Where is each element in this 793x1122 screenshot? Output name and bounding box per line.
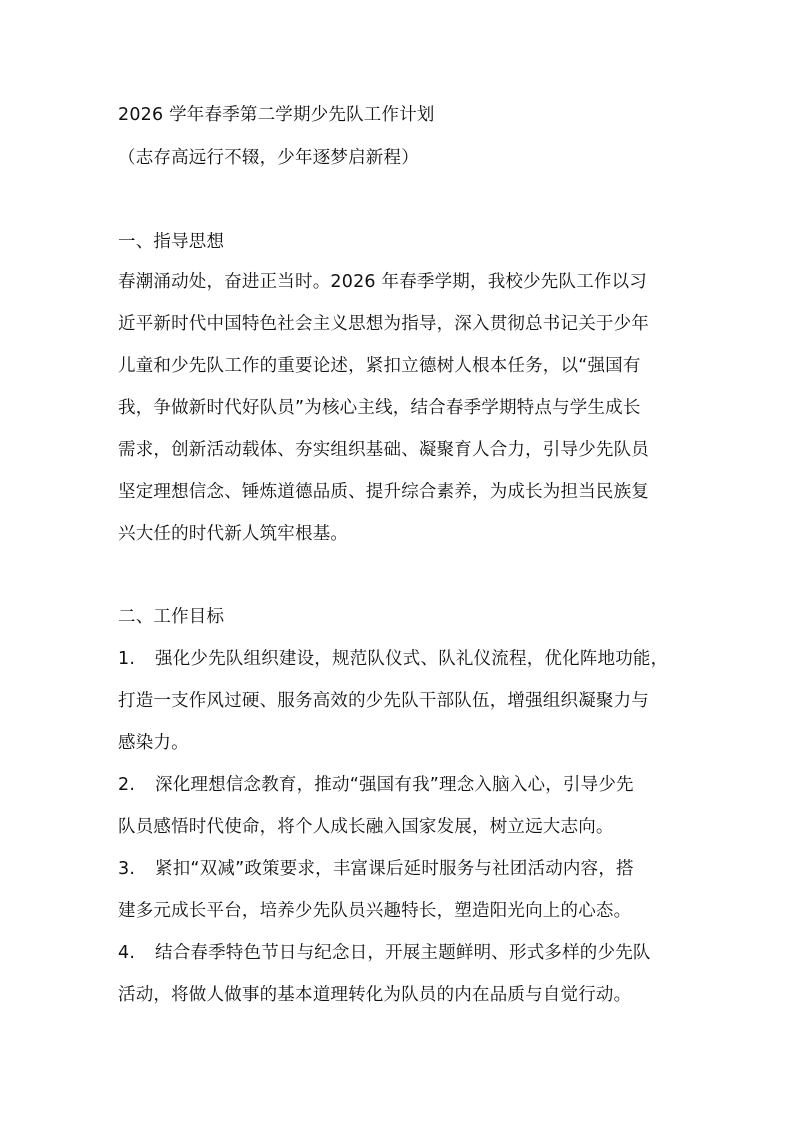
section-heading-guiding-ideology: 一、指导思想 [118, 232, 225, 252]
list-item-number: 1. [118, 649, 136, 669]
list-item-continuation: 感染力。 [118, 733, 189, 753]
paragraph-line: 儿童和少先队工作的重要论述，紧扣立德树人根本任务，以“强国有 [118, 356, 641, 376]
document-title: 2026 学年春季第二学期少先队工作计划 [118, 105, 435, 125]
list-item-3 [118, 857, 688, 881]
list-item-text: 紧扣“双减”政策要求，丰富课后延时服务与社团活动内容，搭 [155, 859, 634, 879]
paragraph-line: 春潮涌动处，奋进正当时。2026 年春季学期，我校少先队工作以习 [118, 272, 647, 292]
list-item-continuation: 队员感悟时代使命，将个人成长融入国家发展，树立远大志向。 [118, 817, 614, 837]
list-item-4 [118, 941, 688, 965]
paragraph-line: 我，争做新时代好队员”为核心主线，结合春季学期特点与学生成长 [118, 398, 641, 418]
paragraph-line: 近平新时代中国特色社会主义思想为指导，深入贯彻总书记关于少年 [118, 314, 649, 334]
list-item-number: 3. [118, 859, 136, 879]
list-item-text: 强化少先队组织建设，规范队仪式、队礼仪流程，优化阵地功能， [155, 649, 669, 669]
list-item-text: 结合春季特色节日与纪念日，开展主题鲜明、形式多样的少先队 [155, 943, 651, 963]
section-heading-work-goals: 二、工作目标 [118, 607, 225, 627]
list-item-1 [118, 647, 688, 671]
paragraph-line: 兴大任的时代新人筑牢根基。 [118, 524, 349, 544]
list-item-continuation: 打造一支作风过硬、服务高效的少先队干部队伍，增强组织凝聚力与 [118, 691, 649, 711]
list-item-continuation: 建多元成长平台，培养少先队员兴趣特长，塑造阳光向上的心态。 [118, 901, 632, 921]
list-item-continuation: 活动，将做人做事的基本道理转化为队员的内在品质与自觉行动。 [118, 985, 632, 1005]
paragraph-line: 需求，创新活动载体、夯实组织基础、凝聚育人合力，引导少先队员 [118, 440, 649, 460]
document-subtitle: （志存高远行不辍，少年逐梦启新程） [118, 148, 419, 168]
list-item-number: 2. [118, 775, 136, 795]
list-item-text: 深化理想信念教育，推动“强国有我”理念入脑入心，引导少先 [155, 775, 634, 795]
list-item-number: 4. [118, 943, 136, 963]
paragraph-line: 坚定理想信念、锤炼道德品质、提升综合素养，为成长为担当民族复 [118, 482, 649, 502]
list-item-2 [118, 773, 688, 797]
